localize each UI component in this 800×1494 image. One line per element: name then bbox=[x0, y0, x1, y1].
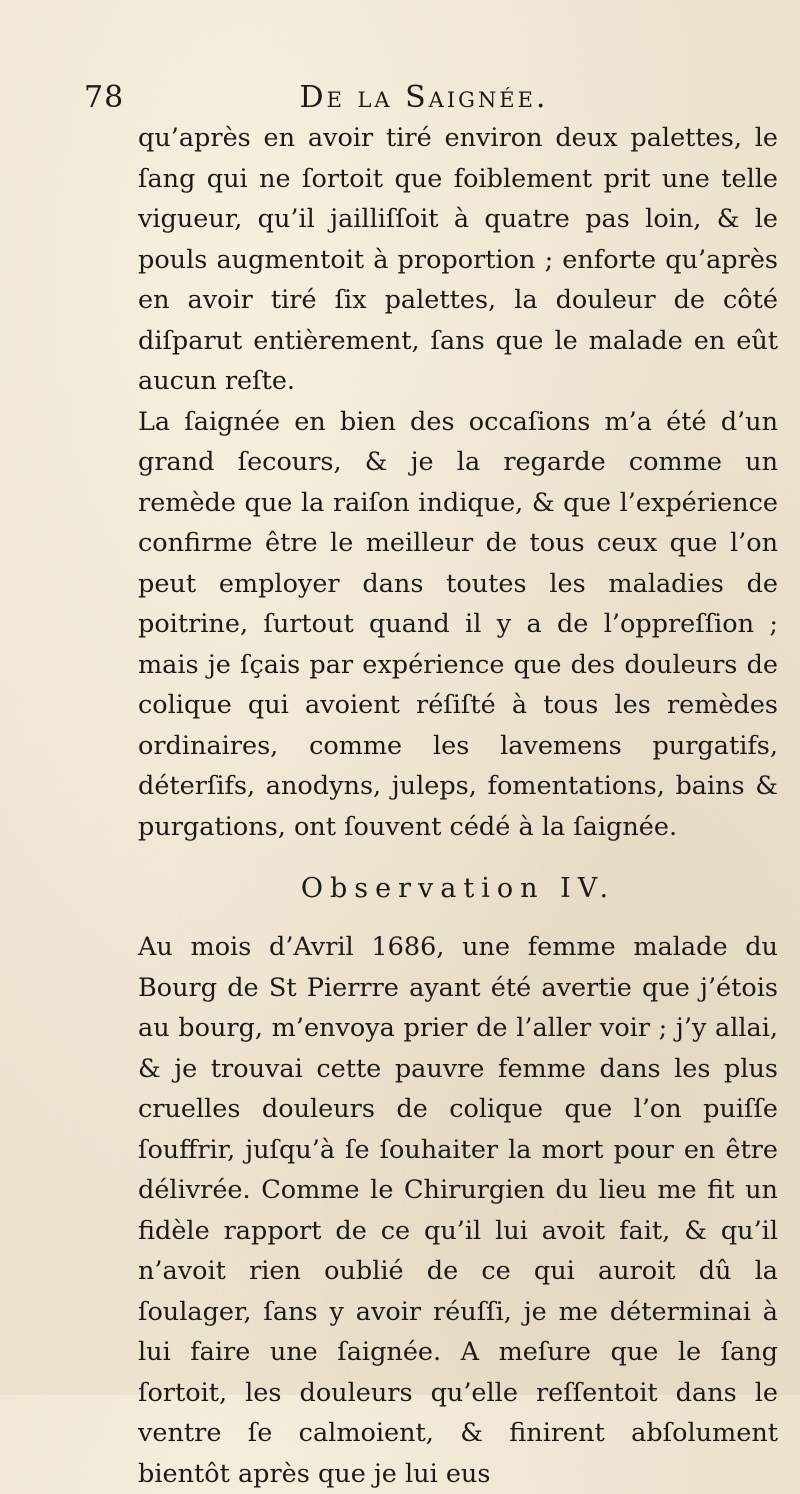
paragraph-continuation: qu’après en avoir tiré environ deux palettes, le ſang qui ne ſortoit que foiblement prit une telle vigueur, qu’il jailliſſoit à quatre pas loin, & le pouls augmentoit à proportion ; enforte qu’après en avoir tiré ſix palettes, la douleur de côté diſparut entièrement, ſans que le malade en eût aucun reſte. bbox=[138, 123, 778, 396]
page-number: 78 bbox=[84, 80, 125, 115]
observation-text: Au mois d’Avril 1686, une femme malade du Bourg de St Pierrre ayant été avertie que j’étois au bourg, m’envoya prier de l’aller voir ; j’y allai, & je trouvai cette pauvre femme dans les plus cruelles douleurs de colique que l’on puiſſe ſouffrir, juſqu’à ſe ſouhaiter la mort pour en être délivrée. Comme le Chirurgien du lieu me fit un fidèle rapport de ce qu’il lui avoit fait, & qu’il n’avoit rien oublié de ce qui auroit dû la ſoulager, ſans y avoir réuſſi, je me déterminai à lui faire une ſaignée. A meſure que le ſang ſortoit, les douleurs qu’elle reſſentoit dans le ventre ſe calmoient, & finirent abſolument bientôt après que je lui eus bbox=[138, 932, 778, 1489]
page-header bbox=[84, 80, 724, 120]
paragraph-saignee: La ſaignée en bien des occaſions m’a été d’un grand ſecours, & je la regarde comme un remède que la raiſon indique, & que l’expérience confirme être le meilleur de tous ceux que l’on peut employer dans toutes les maladies de poitrine, ſurtout quand il y a de l’oppreſſion ; mais je ſçais par expérience que des douleurs de colique qui avoient réſiſté à tous les remèdes ordinaires, comme les lavemens purgatifs, déterſifs, anodyns, juleps, fomentations, bains & purgations, ont ſouvent cédé à la ſaignée. bbox=[138, 406, 778, 842]
observation-heading: Observation IV. bbox=[300, 873, 616, 904]
body-text bbox=[138, 118, 778, 1494]
running-head: De la Saignée. bbox=[299, 80, 549, 115]
